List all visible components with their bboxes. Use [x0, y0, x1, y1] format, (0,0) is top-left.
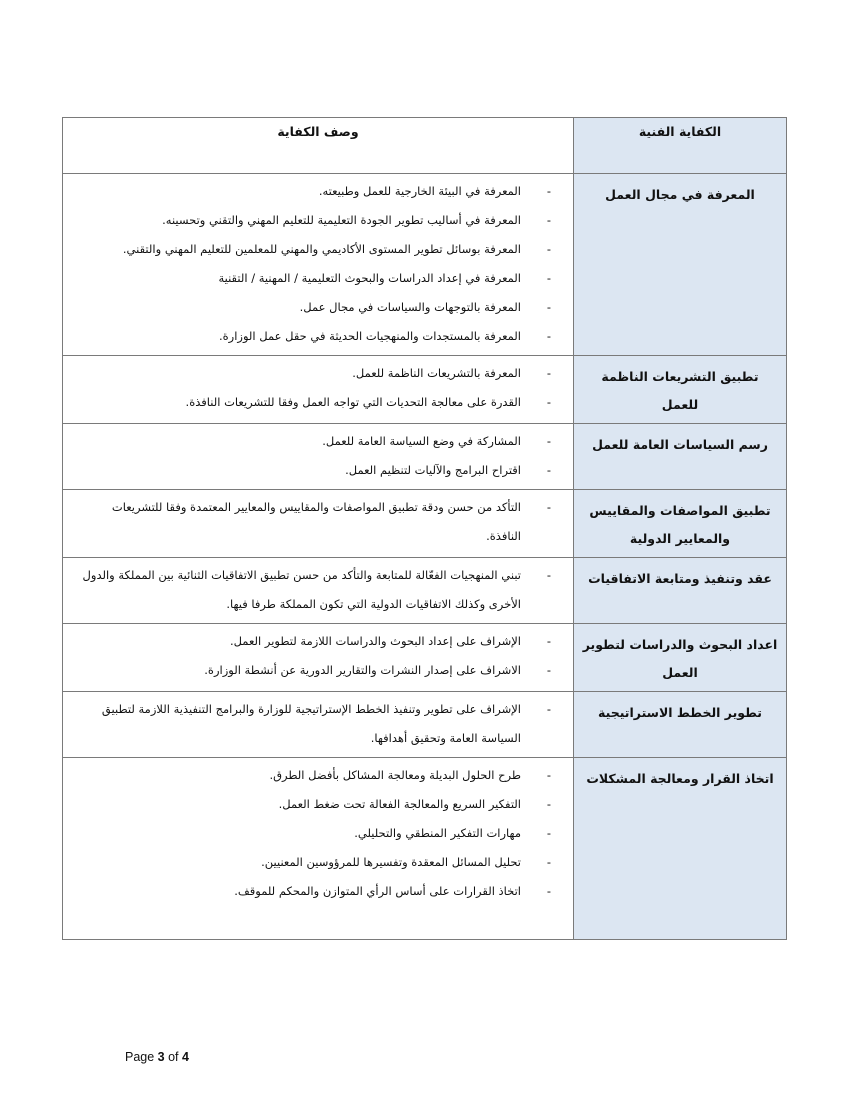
table-row	[63, 624, 787, 692]
list-item: - الإشراف على تطوير وتنفيذ الخطط الإستراتيجية للوزارة والبرامج التنفيذية اللازمة لتطبيق السياسة العامة وتحقيق أهدافها.	[77, 695, 551, 753]
table-row	[63, 174, 787, 356]
competency-cell: اتخاذ القرار ومعالجة المشكلات	[574, 758, 787, 940]
list-item: - الإشراف على إعداد البحوث والدراسات اللازمة لتطوير العمل.	[77, 627, 551, 656]
description-list	[77, 359, 551, 417]
list-item: - الاشراف على إصدار النشرات والتقارير الدورية عن أنشطة الوزارة.	[77, 656, 551, 685]
table-row	[63, 758, 787, 940]
table-row	[63, 490, 787, 558]
description-header: وصف الكفاية	[63, 118, 574, 174]
description-cell	[63, 624, 574, 692]
table-row	[63, 558, 787, 624]
list-item: - المعرفة في أساليب تطوير الجودة التعليمية للتعليم المهني والتقني وتحسينه.	[77, 206, 551, 235]
list-item: - المعرفة في إعداد الدراسات والبحوث التعليمية / المهنية / التقنية	[77, 264, 551, 293]
competency-cell: المعرفة في مجال العمل	[574, 174, 787, 356]
list-item: - مهارات التفكير المنطقي والتحليلي.	[77, 819, 551, 848]
description-list	[77, 761, 551, 906]
total-pages: 4	[182, 1050, 189, 1064]
description-cell	[63, 424, 574, 490]
list-item: - تبني المنهجيات الفعّالة للمتابعة والتأكد من حسن تطبيق الاتفاقيات الثنائية بين المملكة والدول الأخرى وكذلك الاتفاقيات الدولية التي تكون المملكة طرفا فيها.	[77, 561, 551, 619]
list-item: - المعرفة بالتوجهات والسياسات في مجال عمل.	[77, 293, 551, 322]
list-item: - المشاركة في وضع السياسة العامة للعمل.	[77, 427, 551, 456]
description-cell	[63, 356, 574, 424]
list-item: - المعرفة بوسائل تطوير المستوى الأكاديمي والمهني للمعلمين للتعليم المهني والتقني.	[77, 235, 551, 264]
description-cell	[63, 692, 574, 758]
page-number	[125, 1050, 189, 1064]
page-label: Page	[125, 1050, 158, 1064]
description-list	[77, 695, 551, 753]
table-row	[63, 356, 787, 424]
list-item: - التأكد من حسن ودقة تطبيق المواصفات والمقاييس والمعايير المعتمدة وفقا للتشريعات النافذة.	[77, 493, 551, 551]
list-item: - المعرفة في البيئة الخارجية للعمل وطبيعته.	[77, 177, 551, 206]
description-list	[77, 177, 551, 351]
list-item: - القدرة على معالجة التحديات التي تواجه العمل وفقا للتشريعات النافذة.	[77, 388, 551, 417]
competency-header: الكفاية الفنية	[574, 118, 787, 174]
page-separator: of	[164, 1050, 182, 1064]
table-row	[63, 424, 787, 490]
description-list	[77, 561, 551, 619]
description-list	[77, 493, 551, 551]
description-list	[77, 427, 551, 485]
list-item: - التفكير السريع والمعالجة الفعالة تحت ضغط العمل.	[77, 790, 551, 819]
description-cell	[63, 490, 574, 558]
current-page: 3	[157, 1050, 165, 1064]
description-list	[77, 627, 551, 685]
competency-cell: رسم السياسات العامة للعمل	[574, 424, 787, 490]
competency-cell: تطوير الخطط الاستراتيجية	[574, 692, 787, 758]
list-item: - المعرفة بالمستجدات والمنهجيات الحديثة في حقل عمل الوزارة.	[77, 322, 551, 351]
table-header-row	[63, 118, 787, 174]
competency-cell: تطبيق المواصفات والمقاييس والمعايير الدولية	[574, 490, 787, 558]
description-cell	[63, 174, 574, 356]
competency-cell: عقد وتنفيذ ومتابعة الاتفاقيات	[574, 558, 787, 624]
list-item: - المعرفة بالتشريعات الناظمة للعمل.	[77, 359, 551, 388]
competency-cell: اعداد البحوث والدراسات لتطوير العمل	[574, 624, 787, 692]
description-cell	[63, 558, 574, 624]
competency-table	[62, 117, 787, 940]
table-row	[63, 692, 787, 758]
competency-cell: تطبيق التشريعات الناظمة للعمل	[574, 356, 787, 424]
list-item: - طرح الحلول البديلة ومعالجة المشاكل بأفضل الطرق.	[77, 761, 551, 790]
table-body	[63, 174, 787, 940]
list-item: - اتخاذ القرارات على أساس الرأي المتوازن والمحكم للموقف.	[77, 877, 551, 906]
list-item: - تحليل المسائل المعقدة وتفسيرها للمرؤوسين المعنيين.	[77, 848, 551, 877]
list-item: - اقتراح البرامج والآليات لتنظيم العمل.	[77, 456, 551, 485]
description-cell	[63, 758, 574, 940]
